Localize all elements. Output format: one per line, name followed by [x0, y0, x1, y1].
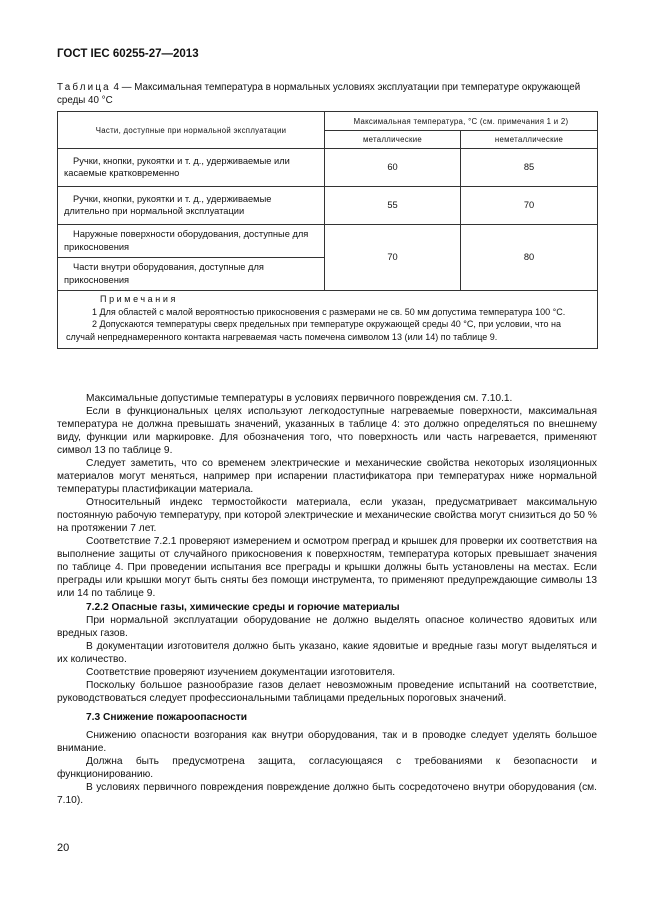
- header-metal: металлические: [325, 131, 461, 149]
- paragraph: В условиях первичного повреждения повреждение должно быть сосредоточено внутри оборудования (см. 7.10).: [57, 782, 597, 806]
- note-2: 2 Допускаются температуры сверх предельных при температуре окружающей среды 40 °С, при условии, что на случай непреднамеренного контакта нагреваемая часть помечена символом 13 (или 14) по таблице 9.: [66, 319, 562, 342]
- row-nonmetal-value: 70: [461, 187, 598, 225]
- temperature-table: [57, 111, 598, 349]
- header-parts: Части, доступные при нормальной эксплуатации: [58, 112, 325, 149]
- paragraph: Должна быть предусмотрена защита, согласующаяся с требованиями к безопасности и функционированию.: [57, 756, 597, 780]
- header-nonmetal: неметаллические: [461, 131, 598, 149]
- table-caption-label: Таблица: [57, 82, 111, 93]
- section-heading-7-3: 7.3 Снижение пожароопасности: [86, 712, 247, 723]
- paragraph: Если в функциональных целях используют легкодоступные нагреваемые поверхности, максимальная температура не должна превышать значений, указанных в таблице 4: это должно определяться по внешнему виду, функции или маркировке. Для обозначения того, что поверхность или часть нагревается, применяют символ 13 по таблице 9.: [57, 406, 597, 456]
- row-metal-value: 70: [325, 225, 461, 291]
- row-label: Ручки, кнопки, рукоятки и т. д., удерживаемые длительно при нормальной эксплуатации: [58, 187, 325, 225]
- paragraph: При нормальной эксплуатации оборудование не должно выделять опасное количество ядовитых или вредных газов.: [57, 615, 597, 639]
- paragraph: В документации изготовителя должно быть указано, какие ядовитые и вредные газы могут выделяться и их количество.: [57, 641, 597, 665]
- paragraph: Относительный индекс термостойкости материала, если указан, предусматривает максимальную постоянную рабочую температуру, при которой электрические и механические свойства могут снизиться до 50 % на протяжении 7 лет.: [57, 497, 597, 534]
- row-metal-value: 60: [325, 149, 461, 187]
- paragraph: Максимальные допустимые температуры в условиях первичного повреждения см. 7.10.1.: [86, 393, 513, 404]
- page-number: 20: [57, 842, 70, 854]
- table-caption-text: 4 — Максимальная температура в нормальных условиях эксплуатации при температуре окружающей среды 40 °С: [57, 82, 581, 106]
- paragraph: Соответствие 7.2.1 проверяют измерением и осмотром преград и крышек для проверки их соответствия на выполнение защиты от случайного прикосновения к поверхностям, температура которых превышает значения по таблице 4. При проведении испытания все преграды и крышки должны быть установлены на местах. Если преграды или крышки могут быть сняты без помощи инструмента, то применяют предупреждающие символы 13 или 14 по таблице 9.: [57, 536, 597, 599]
- notes-title: Примечания: [100, 294, 178, 304]
- table-notes: [58, 291, 598, 349]
- section-heading-7-2-2: 7.2.2 Опасные газы, химические среды и горючие материалы: [86, 602, 400, 613]
- row-label: Ручки, кнопки, рукоятки и т. д., удерживаемые или касаемые кратковременно: [58, 149, 325, 187]
- row-label: Наружные поверхности оборудования, доступные для прикосновения: [58, 225, 325, 258]
- row-metal-value: 55: [325, 187, 461, 225]
- table-row: [58, 149, 598, 187]
- document-header: ГОСТ IEC 60255-27—2013: [57, 48, 199, 60]
- paragraph: Следует заметить, что со временем электрические и механические свойства некоторых изоляционных материалов могут меняться, например при испарении пластификатора при температурах ниже нормальной температуры пластификации материала.: [57, 458, 597, 495]
- header-max-temperature: Максимальная температура, °С (см. примечания 1 и 2): [325, 112, 598, 131]
- body-text: [57, 392, 597, 807]
- table-caption: [57, 81, 597, 107]
- row-nonmetal-value: 85: [461, 149, 598, 187]
- note-1: 1 Для областей с малой вероятностью прикосновения с размерами не св. 50 мм допустима температура 100 °С.: [92, 306, 566, 317]
- paragraph: Поскольку большое разнообразие газов делает невозможным проведение испытаний на соответствие, руководствоваться следует профессиональными таблицами предельных пороговых значений.: [57, 680, 597, 704]
- table-row: [58, 187, 598, 225]
- paragraph: Соответствие проверяют изучением документации изготовителя.: [86, 667, 396, 678]
- paragraph: Снижению опасности возгорания как внутри оборудования, так и в проводке следует уделять большое внимание.: [57, 730, 597, 754]
- table-row: [58, 225, 598, 258]
- row-label: Части внутри оборудования, доступные для прикосновения: [58, 258, 325, 291]
- row-nonmetal-value: 80: [461, 225, 598, 291]
